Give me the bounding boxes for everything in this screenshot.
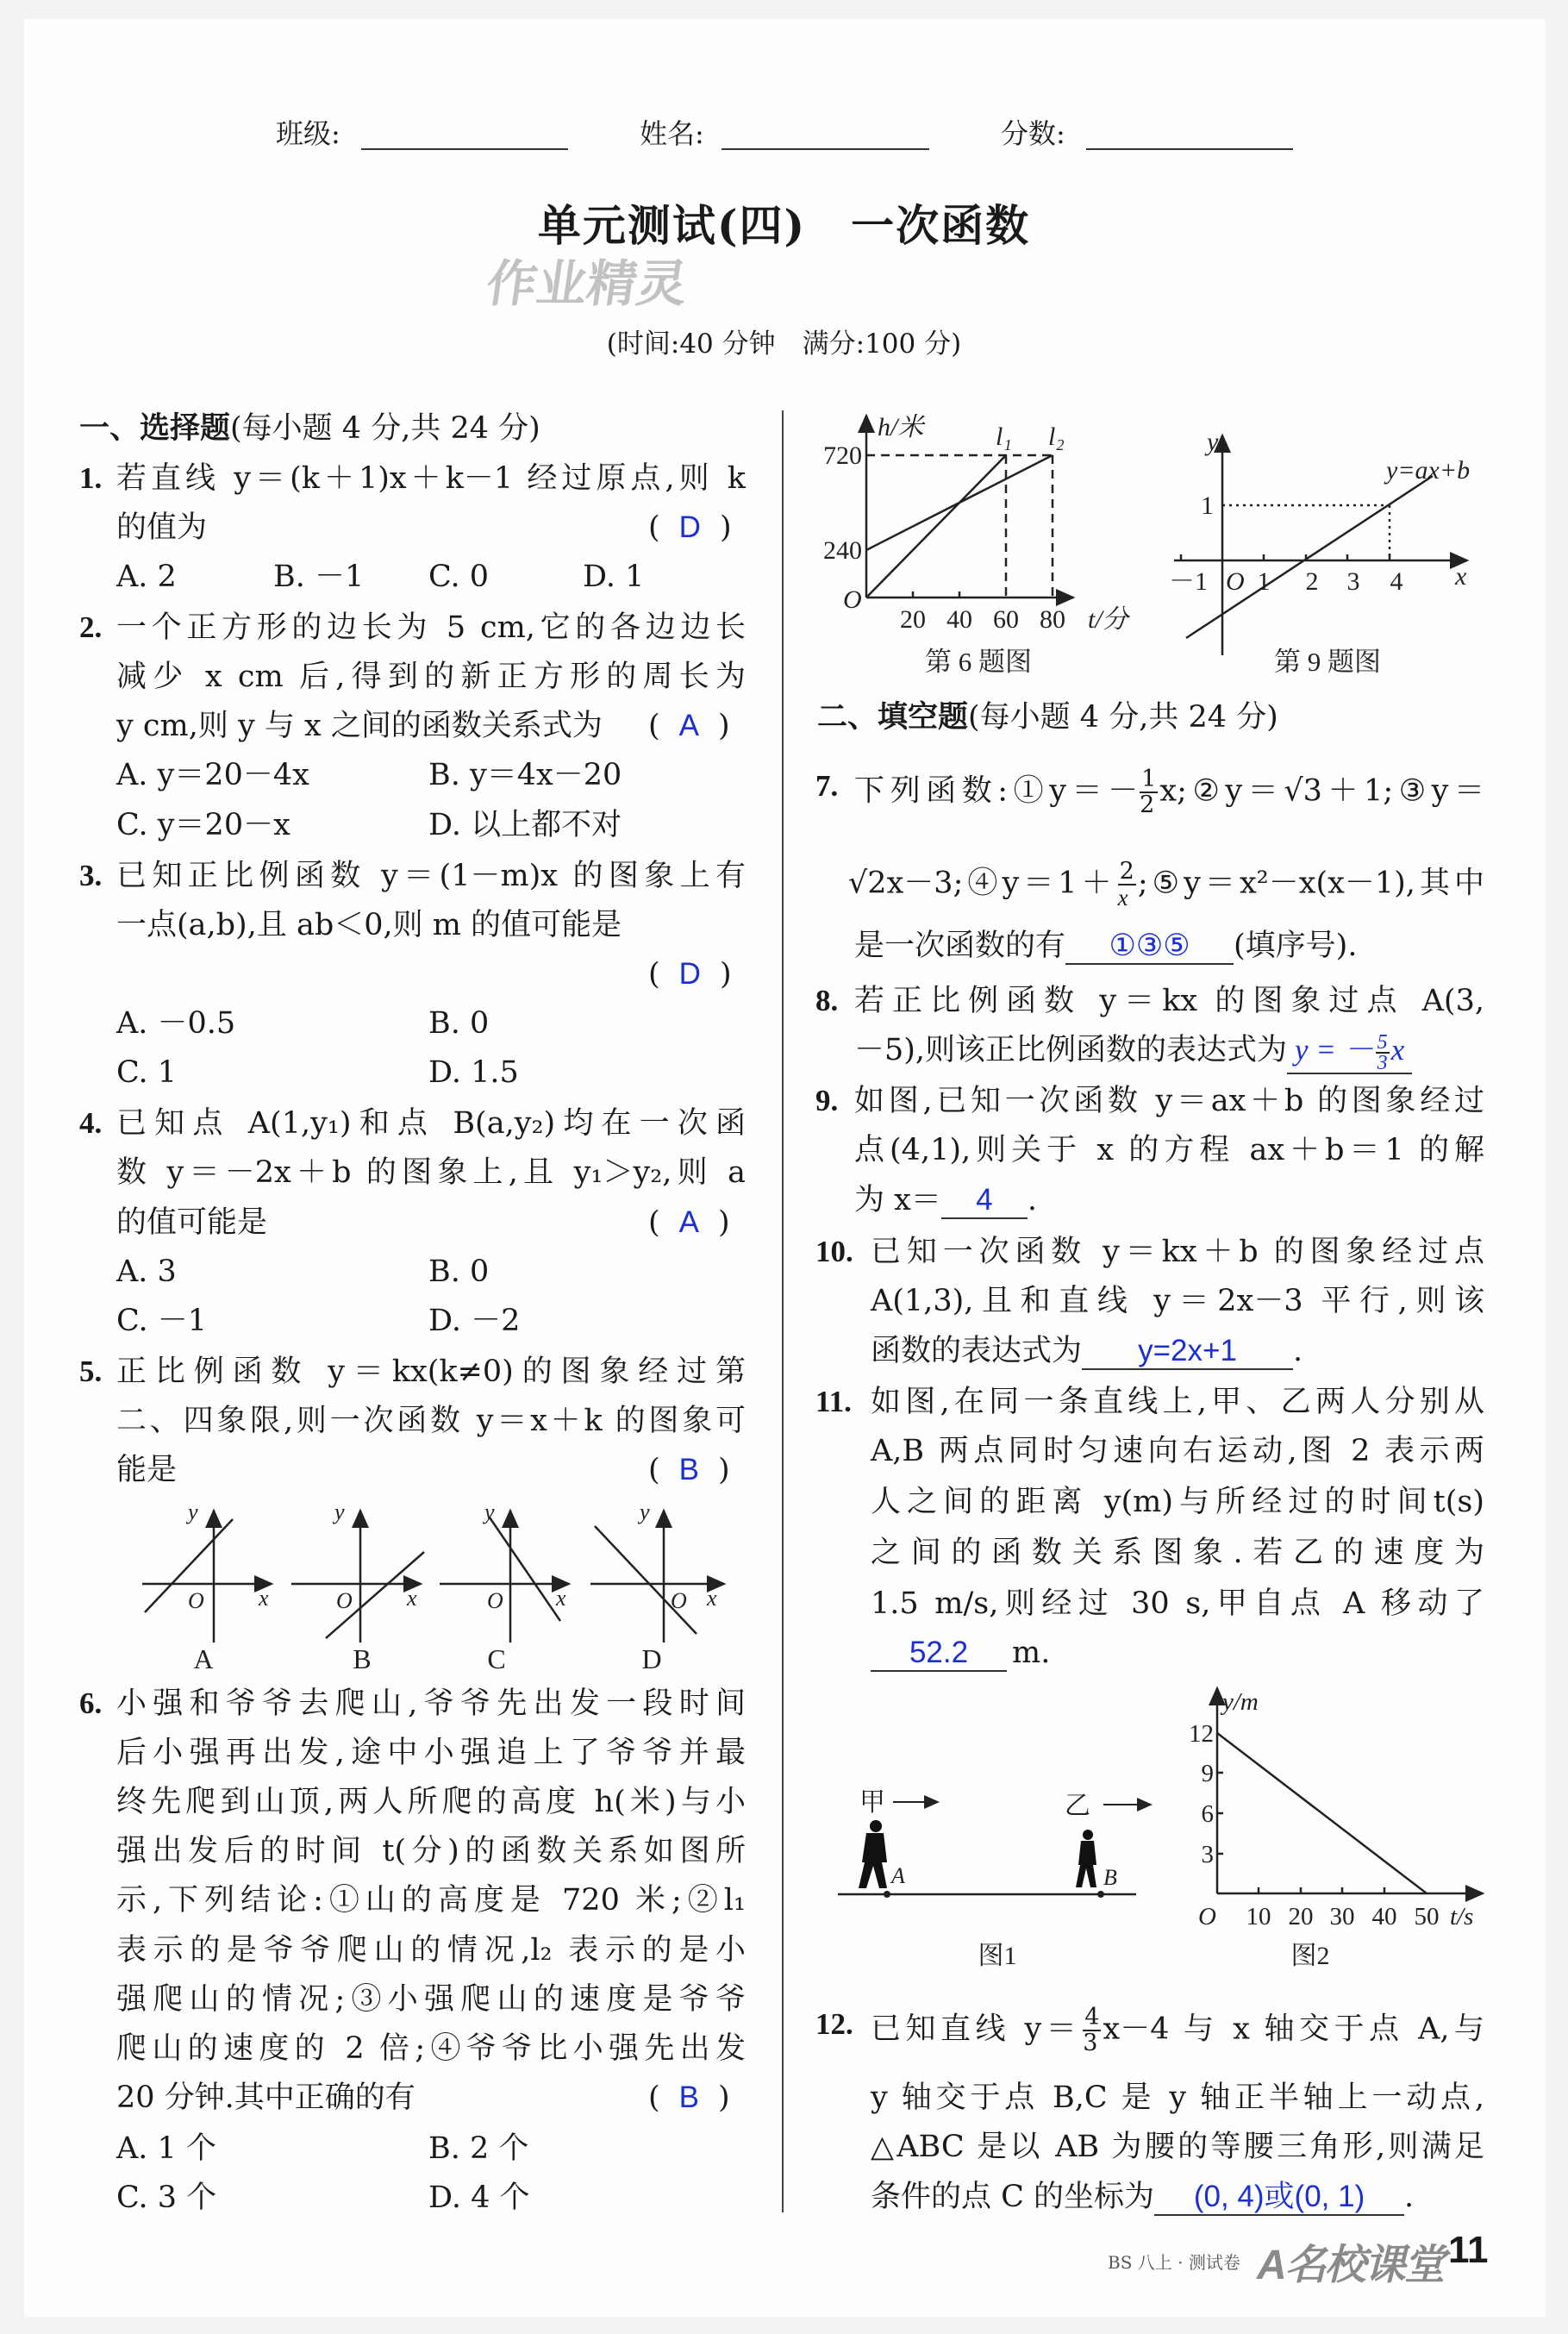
yi-label: 乙 [1065,1792,1090,1820]
origin-label: O [843,585,862,614]
x-tick: 30 [1329,1903,1355,1930]
q12-text: y 轴交于点 B,C 是 y 轴正半轴上一动点, [871,2081,1484,2115]
q4-text: 的值可能是 [116,1205,268,1240]
x-tick: 80 [1040,605,1065,634]
q1-answer: ( D ) [648,510,732,545]
x-tick: 10 [1246,1903,1271,1930]
q3-text: 一点(a,b),且 ab＜0,则 m 的值可能是 [116,908,622,942]
y-tick: 9 [1201,1760,1214,1787]
q8-answer-blank[interactable]: y = － $\frac{5}{3}$ x [1287,1033,1412,1074]
x-label: x [259,1586,269,1611]
q6-option-d: D. 4 个 [428,2181,530,2215]
l2-label: l₂ [1048,422,1065,451]
y-tick: 240 [823,536,862,565]
q4-answer: ( A ) [648,1205,730,1240]
fig9-caption: 第 9 题图 [1274,647,1381,677]
q7-text: √2x－3;④y＝1＋ $\frac{2}{x}$ ;⑤y＝x²－x(x－1),其中 [848,858,1484,910]
origin-label: O [1226,567,1245,596]
walker-jia-icon [859,1820,887,1888]
q8-text: －5),则该正比例函数的表达式为 y = － $\frac{5}{3}$ x [854,1031,1412,1069]
fig6-graph [823,413,1131,677]
q5-number: 5. [79,1355,103,1388]
q10-number: 10. [815,1235,853,1268]
q3-text: 已知正比例函数 y＝(1－m)x 的图象上有 [116,859,746,893]
fig9-graph [1169,428,1470,677]
q2-answer: ( A ) [648,709,730,743]
q6-text: 爬山的速度的 2 倍;④爷爷比小强先出发 [116,2031,746,2066]
q8-number: 8. [815,984,839,1017]
q2-option-d: D. 以上都不对 [428,808,622,842]
section-title: 一、选择题 [79,410,231,446]
x-axis-label: x [1455,562,1467,591]
q2-number: 2. [79,610,103,644]
fraction: $\frac{1}{2}$ [1140,766,1157,818]
x-tick: 50 [1414,1903,1440,1930]
brand-logo: A名校课堂 [1257,2243,1444,2288]
y-label: y [484,1499,495,1524]
section-note: (每小题 4 分,共 24 分) [230,411,540,446]
y-axis-label: y [1207,428,1219,456]
q9-text: 为 x＝ 4 . [854,1183,1038,1217]
y-label: y [188,1499,198,1524]
q10-text: 已知一次函数 y＝kx＋b 的图象经过点 [871,1235,1484,1269]
x-tick: 60 [993,605,1019,634]
q9-number: 9. [815,1084,839,1117]
page-title: 单元测试(四) 一次函数 [537,200,1031,251]
x-label: x [707,1586,717,1611]
q4-option-d: D. －2 [428,1304,521,1338]
q12-text: 条件的点 C 的坐标为 (0, 4)或(0, 1) . [871,2180,1415,2214]
subtitle: (时间:40 分钟 满分:100 分) [606,329,962,360]
line-label: y=ax+b [1386,456,1471,485]
q4-option-a: A. 3 [116,1255,177,1289]
q7-text: 下列函数:①y＝－ $\frac{1}{2}$ x;②y＝√3＋1;③y＝ [854,766,1484,818]
q10-text: A(1,3),且和直线 y＝2x－3 平行,则该 [871,1284,1484,1318]
q7-number: 7. [815,769,839,803]
x-axis-label: t/分 [1088,605,1128,634]
q3-option-a: A. －0.5 [116,1006,236,1041]
y-axis-label: y/m [1222,1688,1259,1716]
q11-text: 之间的函数关系图象.若乙的速度为 [871,1536,1484,1570]
q1-text: 的值为 [116,510,208,545]
line-l1 [866,455,1006,598]
q10-answer-blank[interactable]: y=2x+1 [1082,1334,1293,1370]
class-label: 班级: [276,117,340,150]
q2-text: 一个正方形的边长为 5 cm,它的各边边长 [116,610,746,645]
function-line [1217,1733,1427,1893]
q6-text: 后小强再出发,途中小强追上了爷爷并最 [116,1736,746,1770]
q11-text: 1.5 m/s,则经过 30 s,甲自点 A 移动了 [871,1586,1484,1621]
q6-answer: ( B ) [648,2081,730,2115]
q11-text: A,B 两点同时匀速向右运动,图 2 表示两 [871,1434,1484,1468]
x-label: x [556,1586,566,1611]
q2-option-c: C. y＝20－x [116,808,290,842]
jia-label: 甲 [859,1788,885,1817]
q2-text: y cm,则 y 与 x 之间的函数关系式为 [116,709,603,743]
q3-option-c: C. 1 [116,1055,178,1090]
q6-text: 强爬山的情况;③小强爬山的速度是爷爷 [116,1982,746,2017]
q6-text: 终先爬到山顶,两人所爬的高度 h(米)与小 [116,1785,746,1819]
y-tick: 3 [1201,1841,1214,1868]
y-tick: 12 [1189,1720,1214,1748]
q3-answer: ( D ) [648,957,732,992]
q9-text: 点(4,1),则关于 x 的方程 ax＋b＝1 的解 [854,1133,1484,1167]
q3-number: 3. [79,859,103,892]
y-tick: 6 [1201,1800,1214,1828]
origin-label: O [1198,1903,1216,1930]
l1-label: l₁ [996,422,1012,451]
x-tick: 4 [1390,567,1403,596]
q1-option-c: C. 0 [428,560,490,594]
q1-option-d: D. 1 [583,560,645,594]
q6-option-b: B. 2 个 [428,2131,529,2166]
q2-text: 减少 x cm 后,得到的新正方形的周长为 [116,660,746,694]
walker-yi-icon [1076,1830,1096,1887]
q5-graph-b [291,1511,424,1643]
y-tick: 1 [1201,491,1214,520]
score-label: 分数: [1001,117,1065,150]
q5-answer: ( B ) [648,1453,730,1487]
point-b [1097,1891,1104,1898]
graph-label-a: A [193,1643,214,1674]
fig11-scene [838,1788,1151,1970]
q3-option-d: D. 1.5 [428,1055,519,1090]
q5-graph-c [440,1511,569,1643]
q11-text: 人之间的距离 y(m)与所经过的时间t(s) [871,1485,1484,1519]
x-axis-label: t/s [1450,1903,1474,1930]
x-tick: 2 [1305,567,1319,596]
origin-label: O [188,1588,204,1613]
x-tick: 20 [900,605,926,634]
function-line [595,1526,697,1634]
name-label: 姓名: [640,117,704,150]
x-tick: 40 [1371,1903,1397,1930]
q12-text: 已知直线 y＝ $\frac{4}{3}$ x－4 与 x 轴交于点 A,与 [871,2004,1484,2056]
q7-answer-blank[interactable]: ①③⑤ [1065,929,1234,965]
y-label: y [334,1499,345,1524]
q10-text: 函数的表达式为 y=2x+1 . [871,1334,1303,1368]
x-tick: 40 [946,605,972,634]
q6-text: 示,下列结论:①山的高度是 720 米;②l₁ [116,1883,746,1918]
b-label: B [1103,1865,1117,1890]
q4-text: 已知点 A(1,y₁)和点 B(a,y₂)均在一次函 [116,1106,746,1141]
x-tick-neg: －1 [1169,567,1208,596]
q12-text: △ABC 是以 AB 为腰的等腰三角形,则满足 [871,2130,1484,2164]
point-a [884,1891,890,1898]
q11-answer-blank[interactable]: 52.2 [871,1636,1007,1672]
a-label: A [891,1863,905,1888]
fraction: $\frac{4}{3}$ [1083,2004,1100,2056]
q6-text: 强出发后的时间 t(分)的函数关系如图所 [116,1834,746,1868]
q2-option-b: B. y＝4x－20 [428,758,622,792]
q4-option-c: C. －1 [116,1304,208,1338]
ticks [1217,1773,1384,1893]
q3-option-b: B. 0 [428,1006,490,1041]
graph-label-c: C [487,1643,506,1674]
y-label: y [640,1499,650,1524]
q4-option-b: B. 0 [428,1255,490,1289]
q8-text: 若正比例函数 y＝kx 的图象过点 A(3, [854,984,1484,1018]
x-label: x [407,1586,417,1611]
q5-text: 能是 [116,1453,178,1487]
q1-text: 若直线 y＝(k＋1)x＋k－1 经过原点,则 k [116,461,746,496]
graph-label-b: B [353,1643,372,1674]
fig11b-caption: 图2 [1290,1942,1330,1970]
q5-graph-d [590,1511,724,1643]
y-axis-label: h/米 [878,413,924,441]
origin-label: O [336,1588,353,1613]
page-number: 11 [1448,2229,1489,2271]
dashed-guides [866,455,1053,598]
x-tick: 20 [1288,1903,1314,1930]
dotted-guides [1222,505,1390,560]
q7-text: 是一次函数的有 ①③⑤ (填序号). [854,929,1358,963]
section-title: 二、填空题 [817,699,969,735]
q5-graph-a [142,1511,272,1643]
origin-label: O [487,1588,503,1613]
q11-number: 11. [815,1385,852,1418]
q12-answer-blank[interactable]: (0, 4)或(0, 1) [1154,2180,1404,2216]
q6-option-c: C. 3 个 [116,2181,217,2215]
watermark: 作业精灵 [483,254,691,313]
q6-option-a: A. 1 个 [116,2131,216,2166]
q5-text: 正比例函数 y＝kx(k≠0)的图象经过第 [116,1355,746,1389]
q4-number: 4. [79,1106,103,1140]
footer-series: BS 八上 · 测试卷 [1108,2252,1240,2273]
x-tick: 1 [1257,567,1271,596]
fraction: $\frac{2}{x}$ [1117,858,1134,910]
q9-text: 如图,已知一次函数 y＝ax＋b 的图象经过 [854,1084,1484,1118]
q1-option-a: A. 2 [116,560,177,594]
fig11-graph [1189,1688,1483,1970]
y-tick: 720 [823,441,862,470]
q9-answer-blank[interactable]: 4 [941,1183,1028,1219]
q6-number: 6. [79,1686,103,1720]
fig11a-caption: 图1 [978,1942,1017,1970]
graph-label-d: D [641,1643,662,1674]
fig6-caption: 第 6 题图 [925,647,1032,677]
q4-text: 数 y＝－2x＋b 的图象上,且 y₁＞y₂,则 a [116,1155,746,1190]
q5-text: 二、四象限,则一次函数 y＝x＋k 的图象可 [116,1404,746,1438]
q1-option-b: B. －1 [273,560,365,594]
q6-text: 小强和爷爷去爬山,爷爷先出发一段时间 [116,1686,746,1721]
x-tick: 3 [1346,567,1360,596]
q12-number: 12. [815,2007,853,2041]
line-l2 [866,455,1053,550]
q6-text: 20 分钟.其中正确的有 [116,2081,415,2115]
section-note: (每小题 4 分,共 24 分) [968,700,1278,735]
q2-option-a: A. y＝20－4x [116,758,309,792]
q11-text: 如图,在同一条直线上,甲、乙两人分别从 [871,1385,1484,1419]
origin-label: O [671,1588,687,1613]
q1-number: 1. [79,461,103,495]
q11-text: 52.2 m. [871,1634,1050,1672]
q6-text: 表示的是爷爷爬山的情况,l₂ 表示的是小 [116,1933,746,1968]
